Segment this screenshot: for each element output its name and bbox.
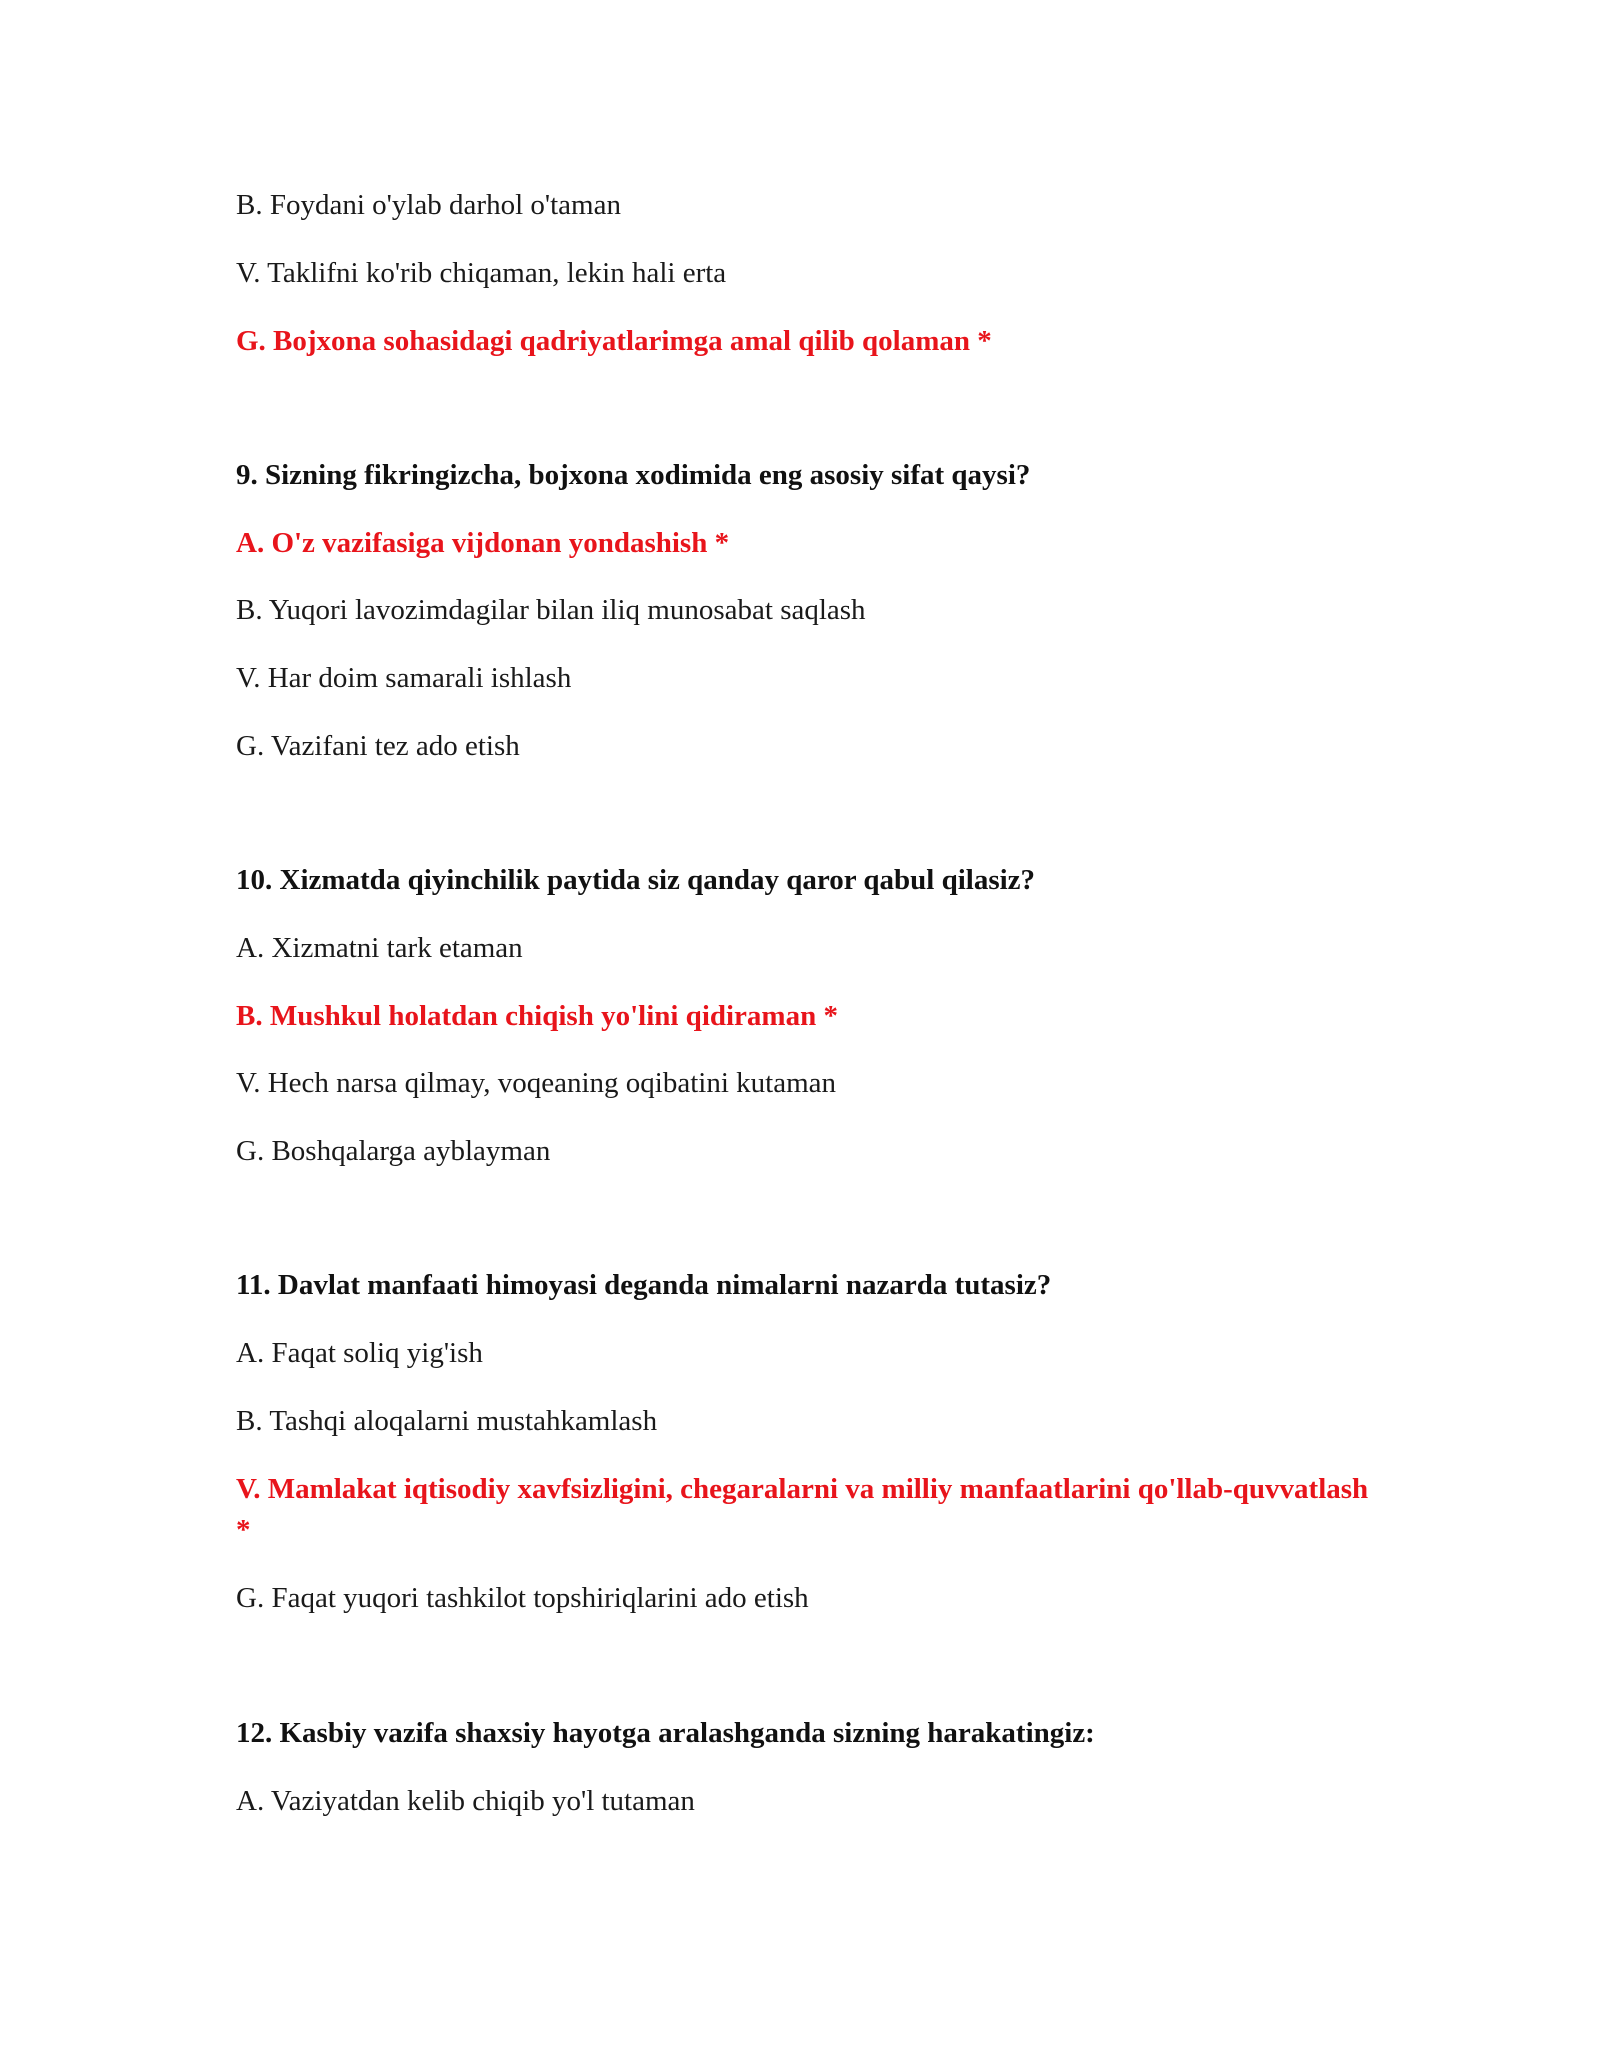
answer-option: G. Boshqalarga ayblayman: [236, 1135, 551, 1167]
answer-option: G. Vazifani tez ado etish: [236, 730, 520, 762]
correct-answer-option: G. Bojxona sohasidagi qadriyatlarimga amal qilib qolaman *: [236, 325, 992, 357]
answer-option: A. Vaziyatdan kelib chiqib yo'l tutaman: [236, 1785, 695, 1817]
answer-option: B. Yuqori lavozimdagilar bilan iliq munosabat saqlash: [236, 594, 866, 626]
answer-option: A. Xizmatni tark etaman: [236, 932, 523, 964]
question-heading: 11. Davlat manfaati himoyasi deganda nimalarni nazarda tutasiz?: [236, 1269, 1052, 1301]
correct-answer-option: V. Mamlakat iqtisodiy xavfsizligini, chegaralarni va milliy manfaatlarini qo'llab-quvvatlash *: [236, 1473, 1369, 1546]
answer-option: A. Faqat soliq yig'ish: [236, 1337, 483, 1369]
answer-option: G. Faqat yuqori tashkilot topshiriqlarini ado etish: [236, 1582, 809, 1614]
answer-option: V. Taklifni ko'rib chiqaman, lekin hali erta: [236, 257, 727, 289]
answer-option: V. Har doim samarali ishlash: [236, 662, 572, 694]
question-heading: 12. Kasbiy vazifa shaxsiy hayotga aralashganda sizning harakatingiz:: [236, 1717, 1095, 1749]
correct-answer-option: B. Mushkul holatdan chiqish yo'lini qidiraman *: [236, 1000, 838, 1032]
answer-option: B. Foydani o'ylab darhol o'taman: [236, 189, 621, 221]
correct-answer-option: A. O'z vazifasiga vijdonan yondashish *: [236, 527, 730, 559]
question-heading: 10. Xizmatda qiyinchilik paytida siz qanday qaror qabul qilasiz?: [236, 864, 1036, 896]
question-heading: 9. Sizning fikringizcha, bojxona xodimida eng asosiy sifat qaysi?: [236, 459, 1031, 491]
answer-option: B. Tashqi aloqalarni mustahkamlash: [236, 1405, 658, 1437]
answer-option: V. Hech narsa qilmay, voqeaning oqibatini kutaman: [236, 1067, 836, 1099]
